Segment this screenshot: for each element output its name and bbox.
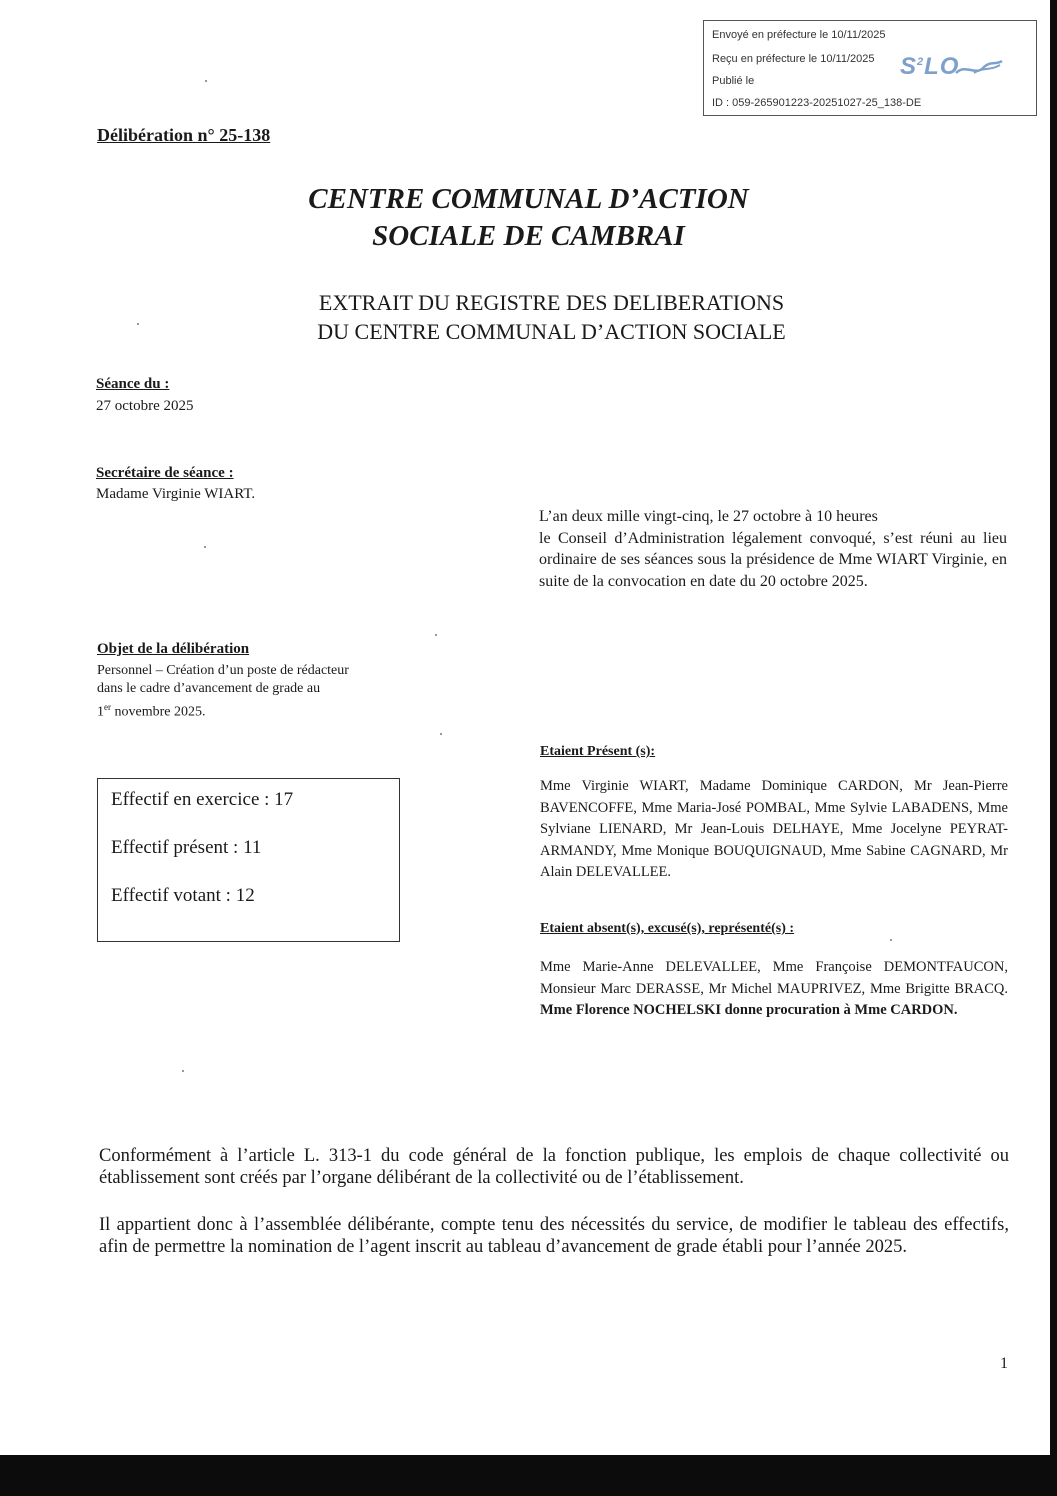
stamp-received: Reçu en préfecture le 10/11/2025 [712, 53, 875, 65]
absents-list [540, 957, 1008, 1022]
effectif-present: Effectif présent : 11 [111, 837, 262, 858]
scan-speck [137, 323, 139, 325]
subtitle-line-1: EXTRAIT DU REGISTRE DES DELIBERATIONS [318, 290, 785, 315]
objet-text [97, 662, 427, 722]
preamble-line-1: L’an deux mille vingt-cinq, le 27 octobre à 10 heures [539, 508, 878, 525]
stamp-id: ID : 059-265901223-20251027-25_138-DE [712, 97, 922, 109]
title-line-2: SOCIALE DE CAMBRAI [372, 220, 685, 252]
title-line-1: CENTRE COMMUNAL D’ACTION [308, 183, 749, 215]
scan-speck [204, 546, 206, 548]
s2lo-logo: $S^2LO$ [900, 53, 960, 80]
stamp-sent: Envoyé en préfecture le 10/11/2025 [712, 29, 886, 41]
scan-speck [182, 1070, 184, 1072]
procuration-text: Mme Florence NOCHELSKI donne procuration à Mme CARDON. [540, 1002, 958, 1018]
presents-list: Mme Virginie WIART, Madame Dominique CARDON, Mr Jean-Pierre BAVENCOFFE, Mme Maria-José POMBAL, Mme Sylvie LABADENS, Mme Sylviane LIENARD, Mr Jean-Louis DELHAYE, Mme Jocelyne PEYRAT-ARMANDY, Mme Monique BOUQUIGNAUD, Mme Sabine CAGNARD, Mr Alain DELEVALLEE. [540, 778, 1008, 880]
secretaire-label: Secrétaire de séance : [96, 465, 234, 481]
preamble-paragraph: le Conseil d’Administration légalement convoqué, s’est réuni au lieu ordinaire de ses séances sous la présidence de Mme WIART Virginie, en suite de la convocation en date du 20 octobre 2025. [539, 529, 1007, 590]
effectif-exercice: Effectif en exercice : 17 [111, 789, 294, 810]
scan-speck [440, 733, 442, 735]
absents-text: Mme Marie-Anne DELEVALLEE, Mme Françoise DEMONTFAUCON, Monsieur Marc DERASSE, Mr Michel MAUPRIVEZ, Mme Brigitte BRACQ. [540, 959, 1008, 997]
body-paragraph-2: Il appartient donc à l’assemblée délibérante, compte tenu des nécessités du service, de modifier le tableau des effectifs, afin de permettre la nomination de l’agent inscrit au tableau d’avancement de grade établi pour l’année 2025. [99, 1215, 1009, 1257]
scan-border-bottom [0, 1455, 1057, 1496]
body-paragraph-1: Conformément à l’article L. 313-1 du code général de la fonction publique, les emplois de chaque collectivité ou établissement sont créés par l’organe délibérant de la collectivité ou de l’établissement. [99, 1146, 1009, 1188]
page-number: 1 [1000, 1355, 1008, 1372]
objet-label: Objet de la délibération [97, 641, 250, 657]
effectif-votant: Effectif votant : 12 [111, 885, 255, 906]
preamble [539, 506, 1007, 592]
prefecture-stamp [703, 20, 1037, 116]
seance-label: Séance du : [96, 376, 170, 392]
subtitle-line-2: DU CENTRE COMMUNAL D’ACTION SOCIALE [317, 319, 786, 344]
absents-label: Etaient absent(s), excusé(s), représenté(s) : [540, 921, 795, 936]
scan-speck [205, 80, 207, 82]
effectifs-box [97, 778, 400, 942]
seance-date: 27 octobre 2025 [96, 398, 194, 414]
stamp-published: Publié le [712, 75, 755, 87]
scan-speck [890, 939, 892, 941]
s2lo-swoosh-icon [954, 59, 1004, 79]
deliberation-number: Délibération n° 25-138 [97, 125, 271, 145]
objet-line-2: dans le cadre d’avancement de grade au [97, 681, 321, 696]
objet-line-1: Personnel – Création d’un poste de rédacteur [97, 663, 349, 678]
objet-line-3: 1er novembre 2025. [97, 702, 206, 720]
scan-speck [435, 634, 437, 636]
presents-label: Etaient Présent (s): [540, 744, 656, 759]
secretaire-name: Madame Virginie WIART. [96, 486, 256, 502]
